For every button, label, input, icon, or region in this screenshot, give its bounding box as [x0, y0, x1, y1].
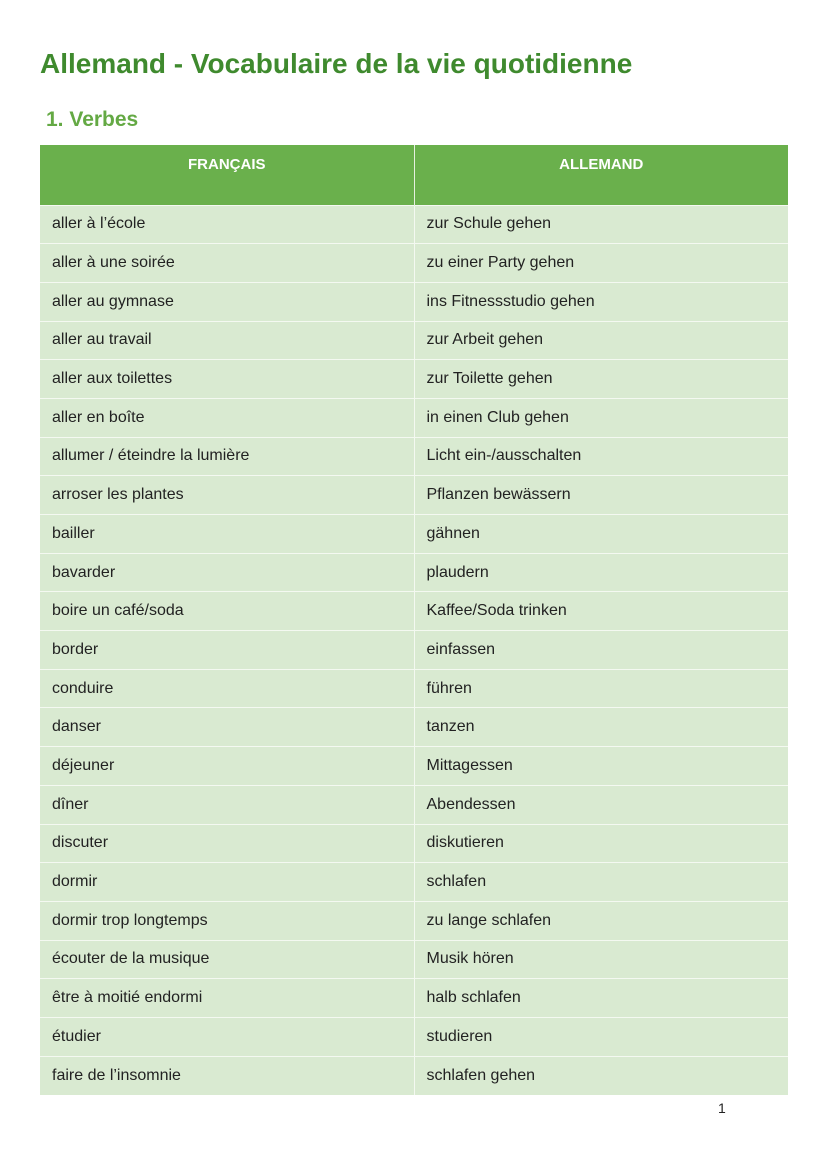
table-row — [40, 398, 788, 437]
table-header — [40, 145, 788, 205]
cell-german: zu lange schlafen — [414, 901, 788, 940]
cell-french: faire de l’insomnie — [40, 1056, 414, 1095]
cell-german: plaudern — [414, 553, 788, 592]
cell-german: zu einer Party gehen — [414, 244, 788, 283]
column-header-german: ALLEMAND — [414, 145, 788, 205]
table-row — [40, 321, 788, 360]
cell-german: Mittagessen — [414, 747, 788, 786]
cell-french: dormir — [40, 863, 414, 902]
cell-german: Licht ein-/ausschalten — [414, 437, 788, 476]
cell-french: arroser les plantes — [40, 476, 414, 515]
cell-german: einfassen — [414, 631, 788, 670]
table-row — [40, 785, 788, 824]
section-title: 1. Verbes — [46, 108, 139, 131]
table-row — [40, 476, 788, 515]
table-row — [40, 901, 788, 940]
cell-french: discuter — [40, 824, 414, 863]
cell-french: aller au gymnase — [40, 282, 414, 321]
table-row — [40, 553, 788, 592]
cell-german: zur Schule gehen — [414, 205, 788, 244]
cell-french: dîner — [40, 785, 414, 824]
cell-french: conduire — [40, 669, 414, 708]
table-row — [40, 824, 788, 863]
cell-german: schlafen — [414, 863, 788, 902]
cell-french: être à moitié endormi — [40, 979, 414, 1018]
cell-german: schlafen gehen — [414, 1056, 788, 1095]
table-row — [40, 747, 788, 786]
cell-german: zur Arbeit gehen — [414, 321, 788, 360]
cell-german: tanzen — [414, 708, 788, 747]
table-row — [40, 1056, 788, 1095]
cell-french: aller à une soirée — [40, 244, 414, 283]
page-number: 1 — [718, 1100, 726, 1116]
cell-german: halb schlafen — [414, 979, 788, 1018]
table-row — [40, 1017, 788, 1056]
cell-french: bailler — [40, 515, 414, 554]
table-row — [40, 515, 788, 554]
cell-french: boire un café/soda — [40, 592, 414, 631]
table-body — [40, 205, 788, 1095]
cell-german: Musik hören — [414, 940, 788, 979]
page-title: Allemand - Vocabulaire de la vie quotidienne — [40, 48, 633, 79]
table-row — [40, 282, 788, 321]
cell-german: führen — [414, 669, 788, 708]
table-row — [40, 669, 788, 708]
table-row — [40, 708, 788, 747]
table-row — [40, 592, 788, 631]
cell-french: dormir trop longtemps — [40, 901, 414, 940]
table-row — [40, 631, 788, 670]
cell-french: allumer / éteindre la lumière — [40, 437, 414, 476]
cell-french: bavarder — [40, 553, 414, 592]
cell-german: studieren — [414, 1017, 788, 1056]
vocabulary-table — [40, 145, 788, 1095]
cell-french: déjeuner — [40, 747, 414, 786]
cell-german: in einen Club gehen — [414, 398, 788, 437]
table-row — [40, 863, 788, 902]
cell-french: étudier — [40, 1017, 414, 1056]
cell-french: border — [40, 631, 414, 670]
cell-german: diskutieren — [414, 824, 788, 863]
column-header-french: FRANÇAIS — [40, 145, 414, 205]
cell-german: Abendessen — [414, 785, 788, 824]
table-row — [40, 437, 788, 476]
table-row — [40, 360, 788, 399]
cell-french: aller à l’école — [40, 205, 414, 244]
cell-french: écouter de la musique — [40, 940, 414, 979]
table-row — [40, 205, 788, 244]
cell-german: gähnen — [414, 515, 788, 554]
table-row — [40, 940, 788, 979]
cell-french: danser — [40, 708, 414, 747]
cell-french: aller au travail — [40, 321, 414, 360]
header-row — [40, 145, 788, 205]
cell-german: zur Toilette gehen — [414, 360, 788, 399]
cell-german: ins Fitnessstudio gehen — [414, 282, 788, 321]
cell-german: Kaffee/Soda trinken — [414, 592, 788, 631]
table-row — [40, 979, 788, 1018]
cell-german: Pflanzen bewässern — [414, 476, 788, 515]
cell-french: aller aux toilettes — [40, 360, 414, 399]
table-row — [40, 244, 788, 283]
cell-french: aller en boîte — [40, 398, 414, 437]
